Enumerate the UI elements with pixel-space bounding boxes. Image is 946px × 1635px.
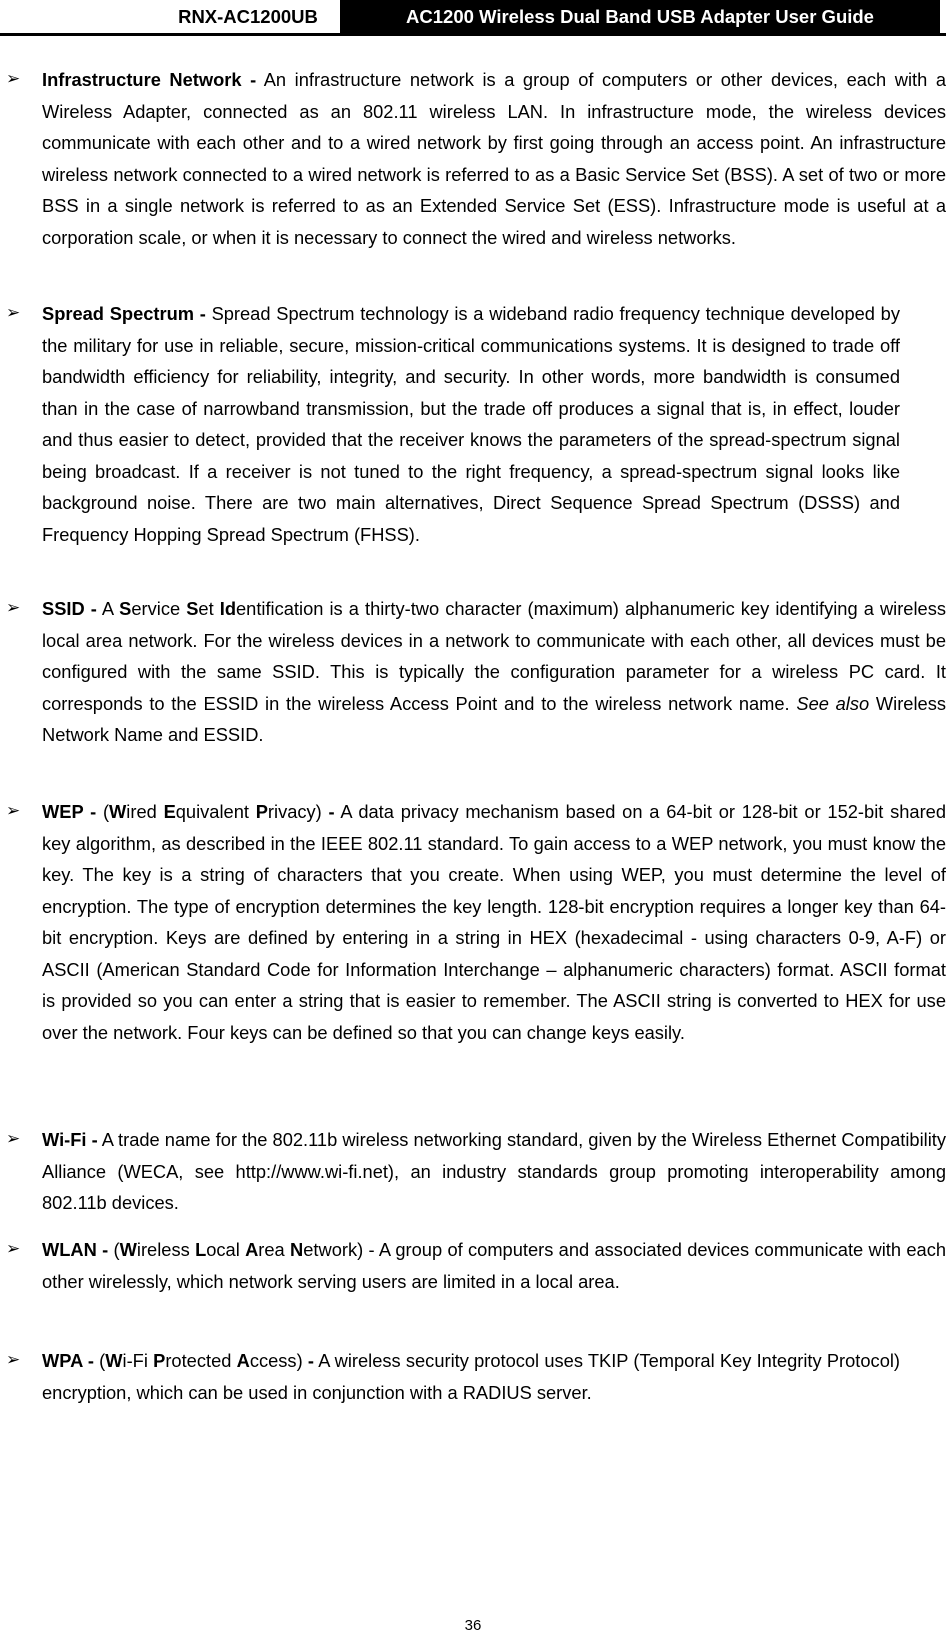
arrow-bullet-icon: ➢ [6, 303, 21, 323]
entry-term: WPA - [42, 1350, 94, 1371]
entry-term: Infrastructure Network - [42, 69, 257, 90]
entry-text: WEP - (Wired Equivalent Privacy) - A data privacy mechanism based on a 64-bit or 128-bit or 152-bit shared key algorithm, as described in the IEEE 802.11 standard. To gain access to a WEP network, you must know the key. The key is a string of characters that you create. When using WEP, you must determine the level of encryption. The type of encryption determines the key length. 128-bit encryption requires a longer key than 64-bit encryption. Keys are defined by entering in a string in HEX (hexadecimal - using characters 0-9, A-F) or ASCII (American Standard Code for Information Interchange – alphanumeric characters) format. ASCII format is provided so you can enter a string that is easier to remember. The ASCII string is converted to HEX for use over the network. Four keys can be defined so that you can change keys easily. [42, 801, 946, 1043]
see-also-label: See also [796, 692, 870, 714]
entry-term: Spread Spectrum - [42, 303, 206, 324]
header-model: RNX-AC1200UB [178, 6, 318, 27]
entry-text [42, 1124, 946, 1219]
arrow-bullet-icon: ➢ [6, 69, 21, 89]
arrow-bullet-icon: ➢ [6, 1350, 21, 1370]
arrow-bullet-icon: ➢ [6, 598, 21, 618]
entry-term: WEP - [42, 801, 97, 822]
entry-text [42, 64, 946, 253]
header-divider [0, 33, 946, 36]
entry-text: SSID - A Service Set Identification is a thirty-two character (maximum) alphanumeric key identifying a wireless local area network. For the wireless devices in a network to communicate with each other, all devices must be configured with the same SSID. This is typically the configuration parameter for a wireless PC card. It corresponds to the ESSID in the wireless Access Point and to the wireless network name. See also Wireless Network Name and ESSID. [42, 598, 946, 745]
arrow-bullet-icon: ➢ [6, 1129, 21, 1149]
entry-term: Wi-Fi - [42, 1129, 98, 1150]
page-number: 36 [464, 1617, 482, 1634]
entry-term: WLAN - [42, 1239, 109, 1260]
entry-text: WLAN - (Wireless Local Area Network) - A group of computers and associated devices communicate with each other wirelessly, which network serving users are limited in a local area. [42, 1239, 946, 1292]
entry-body: A trade name for the 802.11b wireless networking standard, given by the Wireless Ethernet Compatibility Alliance (WECA, see http://www.wi-fi.net), an industry standards group promoting interoperability among 802.11b devices. [42, 1129, 946, 1213]
arrow-bullet-icon: ➢ [6, 1239, 21, 1259]
arrow-bullet-icon: ➢ [6, 801, 21, 821]
entry-body: Spread Spectrum technology is a wideband radio frequency technique developed by the military for use in reliable, secure, mission-critical communications systems. It is designed to trade off bandwidth efficiency for reliability, integrity, and security. In other words, more bandwidth is consumed than in the case of narrowband transmission, but the trade off produces a signal that is, in effect, louder and thus easier to detect, provided that the receiver knows the parameters of the spread-spectrum signal being broadcast. If a receiver is not tuned to the right frequency, a spread-spectrum signal looks like background noise. There are two main alternatives, Direct Sequence Spread Spectrum (DSSS) and Frequency Hopping Spread Spectrum (FHSS). [42, 303, 900, 545]
page-header [0, 0, 946, 34]
header-title: AC1200 Wireless Dual Band USB Adapter User Guide [340, 0, 940, 34]
entry-term: SSID - [42, 598, 97, 619]
entry-text [42, 298, 900, 550]
entry-body: An infrastructure network is a group of computers or other devices, each with a Wireless Adapter, connected as an 802.11 wireless LAN. In infrastructure mode, the wireless devices communicate with each other and to a wired network by first going through an access point. An infrastructure wireless network connected to a wired network is referred to as a Basic Service Set (BSS). A set of two or more BSS in a single network is referred to as an Extended Service Set (ESS). Infrastructure mode is useful at a corporation scale, or when it is necessary to connect the wired and wireless networks. [42, 69, 946, 248]
entry-text: WPA - (Wi-Fi Protected Access) - A wireless security protocol uses TKIP (Temporal Key Integrity Protocol) encryption, which can be used in conjunction with a RADIUS server. [42, 1350, 901, 1403]
